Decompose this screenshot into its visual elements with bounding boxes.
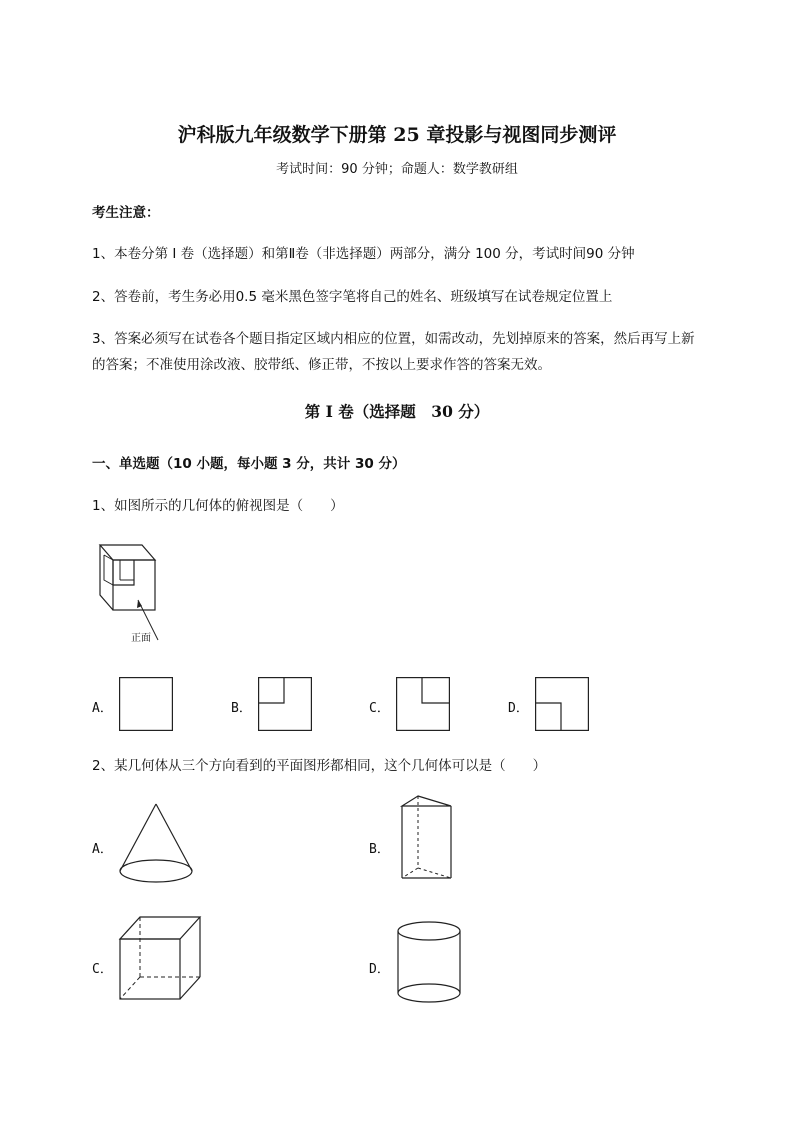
notice-item-3-cont: 的答案；不准使用涂改液、胶带纸、修正带，不按以上要求作答的答案无效。 [92, 357, 551, 373]
notice-item-1: 1、本卷分第 I 卷（选择题）和第Ⅱ卷（非选择题）两部分，满分 100 分，考试时间90 分钟 [92, 246, 635, 262]
notice-item-3: 3、答案必须写在试卷各个题目指定区域内相应的位置，如需改动，先划掉原来的答案，然后再写上新 [92, 331, 695, 347]
page-subtitle: 考试时间：90 分钟；命题人：数学教研组 [276, 162, 518, 177]
section-title: 第 I 卷（选择题 30 分） [304, 402, 490, 421]
q1-option-a-figure [119, 677, 173, 731]
question-1-solid-figure [90, 540, 170, 650]
q2-option-c-cube-figure [118, 915, 204, 1005]
q2-option-b-label[interactable]: B． [369, 842, 390, 857]
q1-option-d-figure [535, 677, 589, 731]
part-heading: 一、单选题（10 小题，每小题 3 分，共计 30 分） [92, 456, 406, 472]
front-view-label: 正面 [131, 633, 151, 644]
page-title: 沪科版九年级数学下册第 25 章投影与视图同步测评 [177, 124, 617, 146]
q1-option-b-figure [258, 677, 312, 731]
q1-option-c-figure [396, 677, 450, 731]
q2-option-c-label[interactable]: C． [92, 962, 113, 977]
q1-option-d-label[interactable]: D． [508, 701, 529, 716]
q2-option-a-label[interactable]: A． [92, 842, 113, 857]
q2-option-a-cone-figure [118, 802, 194, 886]
notice-heading: 考生注意： [92, 205, 160, 221]
q1-option-a-label[interactable]: A． [92, 701, 113, 716]
q2-option-b-prism-figure [396, 794, 456, 890]
q1-option-c-label[interactable]: C． [369, 701, 390, 716]
q2-option-d-cylinder-figure [396, 920, 462, 1006]
question-2-text: 2、某几何体从三个方向看到的平面图形都相同，这个几何体可以是（ ） [92, 758, 547, 774]
question-1-text: 1、如图所示的几何体的俯视图是（ ） [92, 498, 344, 514]
q1-option-b-label[interactable]: B． [231, 701, 252, 716]
q2-option-d-label[interactable]: D． [369, 962, 390, 977]
notice-item-2: 2、答卷前，考生务必用0.5 毫米黑色签字笔将自己的姓名、班级填写在试卷规定位置上 [92, 289, 613, 305]
